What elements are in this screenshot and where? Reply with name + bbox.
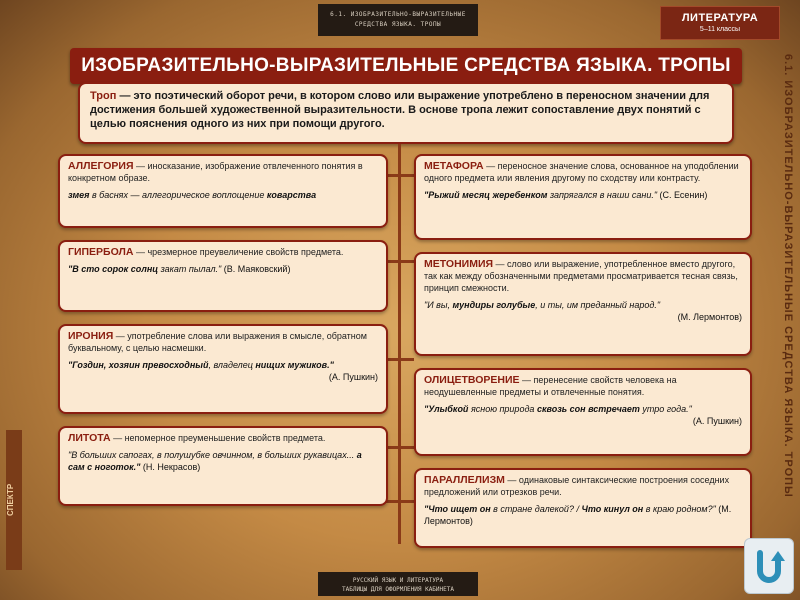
tree-branch bbox=[386, 446, 414, 449]
example-author: (А. Пушкин) bbox=[328, 372, 378, 382]
undo-arrow-icon bbox=[752, 547, 786, 585]
top-strip bbox=[318, 4, 478, 36]
card-hyperbole bbox=[58, 240, 388, 312]
card-definition: — перенесение свойств человека на неодушевленные предметы и отвлеченные понятия. bbox=[424, 375, 677, 397]
card-term: МЕТАФОРА bbox=[424, 160, 484, 172]
card-example bbox=[68, 189, 378, 201]
card-definition: — иносказание, изображение отвлеченного понятия в конкретном образе. bbox=[68, 161, 363, 183]
card-definition: — употребление слова или выражения в смысле, обратном буквальному, с целью насмешки. bbox=[68, 331, 367, 353]
card-example bbox=[68, 359, 378, 383]
example-bold: сквозь сон встречает bbox=[536, 404, 640, 414]
example-text: "В больших сапогах, в полушубке овчинном, в больших рукавицах... bbox=[68, 450, 357, 460]
example-author: (Н. Некрасов) bbox=[140, 462, 201, 472]
example-author: (В. Маяковский) bbox=[223, 264, 291, 274]
example-text: "И вы, bbox=[424, 300, 453, 310]
card-example bbox=[68, 263, 378, 275]
card-personification bbox=[414, 368, 752, 456]
card-allegory bbox=[58, 154, 388, 228]
publisher-logo: СПЕКТР bbox=[6, 430, 22, 570]
card-example bbox=[424, 299, 742, 323]
vertical-label: 6.1. ИЗОБРАЗИТЕЛЬНО-ВЫРАЗИТЕЛЬНЫЕ СРЕДСТВА ЯЗЫКА. ТРОПЫ bbox=[782, 54, 794, 498]
example-bold: а сам с ноготок." bbox=[68, 450, 362, 472]
card-parallelism bbox=[414, 468, 752, 548]
example-text: в краю родном?" bbox=[643, 504, 716, 514]
card-definition: — непомерное преуменьшение свойств предмета. bbox=[110, 433, 326, 443]
definition-box bbox=[78, 82, 734, 144]
top-strip-line: СРЕДСТВА ЯЗЫКА. ТРОПЫ bbox=[354, 21, 442, 28]
card-litotes bbox=[58, 426, 388, 506]
example-bold: "В сто сорок солнц bbox=[68, 264, 159, 274]
card-term: ЛИТОТА bbox=[68, 432, 111, 444]
example-bold: "Что ищет он bbox=[424, 504, 491, 514]
example-author: (М. Лермонтов) bbox=[424, 504, 732, 526]
tree-branch bbox=[386, 358, 414, 361]
example-bold: "Улыбкой bbox=[424, 404, 469, 414]
example-text: ясною природа bbox=[468, 404, 537, 414]
example-bold: "Рыжий месяц жеребенком bbox=[424, 190, 548, 200]
definition-term: Троп bbox=[90, 90, 117, 102]
example-bold: Что кинул он bbox=[581, 504, 644, 514]
example-author: (А. Пушкин) bbox=[692, 416, 742, 426]
card-definition: — переносное значение слова, основанное на уподоблении одного предмета или явления другому по сходству или контрасту. bbox=[424, 161, 739, 183]
example-bold: змея bbox=[68, 190, 90, 200]
card-term: ГИПЕРБОЛА bbox=[68, 246, 134, 258]
card-metaphor bbox=[414, 154, 752, 240]
definition-text: — это поэтический оборот речи, в котором слово или выражение употреблено в переносном значении для достижения большей художественной выразительности. В основе тропа лежит сопоставление двух понятий с целью пояснения одного из них при помощи другого. bbox=[90, 90, 710, 130]
example-bold: нищих мужиков." bbox=[255, 360, 334, 370]
example-bold: "Гоздин, хозяин превосходный bbox=[68, 360, 209, 370]
example-bold: мундиры голубые bbox=[452, 300, 536, 310]
example-text: утро года." bbox=[639, 404, 692, 414]
card-term: ИРОНИЯ bbox=[68, 330, 114, 342]
tree-branch bbox=[386, 174, 414, 177]
card-term: ОЛИЦЕТВОРЕНИЕ bbox=[424, 374, 520, 386]
card-example bbox=[424, 189, 742, 201]
back-button[interactable] bbox=[744, 538, 794, 594]
card-term: МЕТОНИМИЯ bbox=[424, 258, 494, 270]
subject-badge bbox=[660, 6, 780, 40]
bottom-strip-line: ТАБЛИЦЫ ДЛЯ ОФОРМЛЕНИЯ КАБИНЕТА bbox=[342, 586, 454, 593]
example-bold: коварства bbox=[266, 190, 317, 200]
example-text: запрягался в наши сани." bbox=[547, 190, 660, 200]
example-author: (М. Лермонтов) bbox=[677, 312, 742, 322]
example-text: закат пылал." bbox=[158, 264, 224, 274]
bottom-strip bbox=[318, 572, 478, 596]
example-text: , и ты, им преданный народ." bbox=[535, 300, 661, 310]
example-text: в баснях — аллегорическое воплощение bbox=[89, 190, 267, 200]
example-text: , владелец bbox=[208, 360, 256, 370]
page-title: ИЗОБРАЗИТЕЛЬНО-ВЫРАЗИТЕЛЬНЫЕ СРЕДСТВА ЯЗЫКА. ТРОПЫ bbox=[70, 48, 742, 84]
top-strip-line: 6.1. ИЗОБРАЗИТЕЛЬНО-ВЫРАЗИТЕЛЬНЫЕ bbox=[330, 11, 466, 18]
tree-trunk bbox=[398, 144, 401, 544]
subject-title: ЛИТЕРАТУРА bbox=[681, 12, 759, 24]
example-author: (С. Есенин) bbox=[659, 190, 708, 200]
subject-grades: 5–11 классы bbox=[699, 26, 741, 33]
example-text: в стране далекой? / bbox=[490, 504, 582, 514]
card-definition: — одинаковые синтаксические построения соседних предложений или отрезков речи. bbox=[424, 475, 730, 497]
bottom-strip-line: РУССКИЙ ЯЗЫК И ЛИТЕРАТУРА bbox=[352, 577, 444, 584]
card-definition: — слово или выражение, употребленное вместо другого, так как между обозначенными предметами просматривается тесная связь, принцип смежности. bbox=[424, 259, 738, 293]
tree-branch bbox=[386, 500, 414, 503]
card-example bbox=[68, 449, 378, 473]
card-irony bbox=[58, 324, 388, 414]
tree-branch bbox=[386, 260, 414, 263]
card-definition: — чрезмерное преувеличение свойств предмета. bbox=[133, 247, 344, 257]
card-term: ПАРАЛЛЕЛИЗМ bbox=[424, 474, 505, 486]
card-metonymy bbox=[414, 252, 752, 356]
card-term: АЛЛЕГОРИЯ bbox=[68, 160, 134, 172]
card-example bbox=[424, 403, 742, 427]
card-example bbox=[424, 503, 742, 527]
